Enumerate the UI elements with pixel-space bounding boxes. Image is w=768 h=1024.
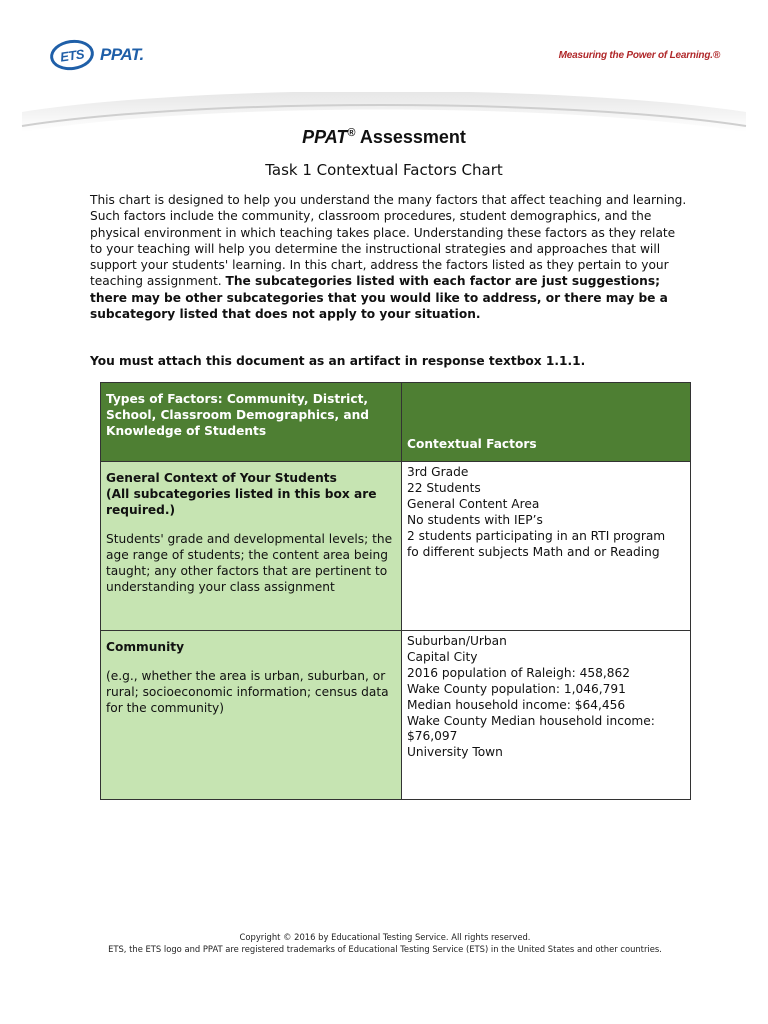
factor-type-cell — [101, 631, 402, 800]
factor-entry: Capital City — [407, 649, 478, 664]
factor-entry: fo different subjects Math and or Reading — [407, 544, 660, 559]
factor-title: General Context of Your Students (All subcategories listed in this box are required.) — [106, 471, 377, 517]
factor-entry: Suburban/Urban — [407, 634, 507, 648]
factor-entry: Median household income: $64,456 — [407, 697, 626, 712]
factor-entry: 22 Students — [407, 480, 481, 495]
table-header-row — [101, 383, 691, 462]
footer — [90, 931, 680, 955]
table-row — [101, 462, 691, 631]
factor-entry: Wake County Median household income: $76,097 — [407, 713, 655, 744]
contextual-factors-cell[interactable] — [402, 462, 691, 631]
ppat-logo-text: PPAT. — [100, 45, 144, 64]
ets-logo-icon: ETS — [48, 37, 96, 73]
factor-entry: 3rd Grade — [407, 465, 469, 479]
factor-entry: No students with IEP’s — [407, 512, 543, 527]
intro-text: This chart is designed to help you understand the many factors that affect teaching and learning. Such factors include the community, classroom procedures, student demographics, and the physical environment in which teaching takes place. Understanding these factors as they relate to your teaching will help you determine the instructional strategies and approaches that will support your students' learning. In this chart, address the factors listed as they pertain to your teaching assignment. — [90, 193, 687, 289]
factor-description: (e.g., whether the area is urban, suburban, or rural; socioeconomic information; census data for the community) — [106, 669, 389, 715]
factor-entry: General Content Area — [407, 496, 540, 511]
attach-note: You must attach this document as an artifact in response textbox 1.1.1. — [90, 354, 586, 368]
copyright-text: Copyright © 2016 by Educational Testing Service. All rights reserved. — [239, 932, 531, 942]
ets-ppat-logo — [50, 40, 144, 70]
intro-paragraph — [90, 192, 690, 322]
factor-description: Students' grade and developmental levels; the age range of students; the content area being taught; any other factors that are pertinent to understanding your class assignment — [106, 532, 393, 594]
header-contextual-factors: Contextual Factors — [402, 383, 691, 462]
page-subtitle: Task 1 Contextual Factors Chart — [265, 161, 503, 179]
contextual-factors-table — [100, 382, 691, 800]
intro-bold-text: The subcategories listed with each factor are just suggestions; there may be other subcategories that you would like to address, or there may be a subcategory listed that does not apply to your situation. — [90, 274, 668, 322]
table-row — [101, 631, 691, 800]
header-types-of-factors: Types of Factors: Community, District, School, Classroom Demographics, and Knowledge of Students — [101, 383, 402, 462]
page-title: PPAT® Assessment — [302, 127, 466, 147]
factor-entry: Wake County population: 1,046,791 — [407, 681, 626, 696]
factor-entry: University Town — [407, 745, 503, 760]
factor-entry: 2 students participating in an RTI program — [407, 528, 666, 543]
contextual-factors-cell[interactable] — [402, 631, 691, 800]
tagline: Measuring the Power of Learning.® — [558, 50, 720, 61]
trademark-text: ETS, the ETS logo and PPAT are registered trademarks of Educational Testing Service (ETS) in the United States and other countries. — [108, 944, 662, 954]
factor-type-cell — [101, 462, 402, 631]
factor-entry: 2016 population of Raleigh: 458,862 — [407, 665, 631, 680]
factor-title: Community — [106, 640, 185, 654]
